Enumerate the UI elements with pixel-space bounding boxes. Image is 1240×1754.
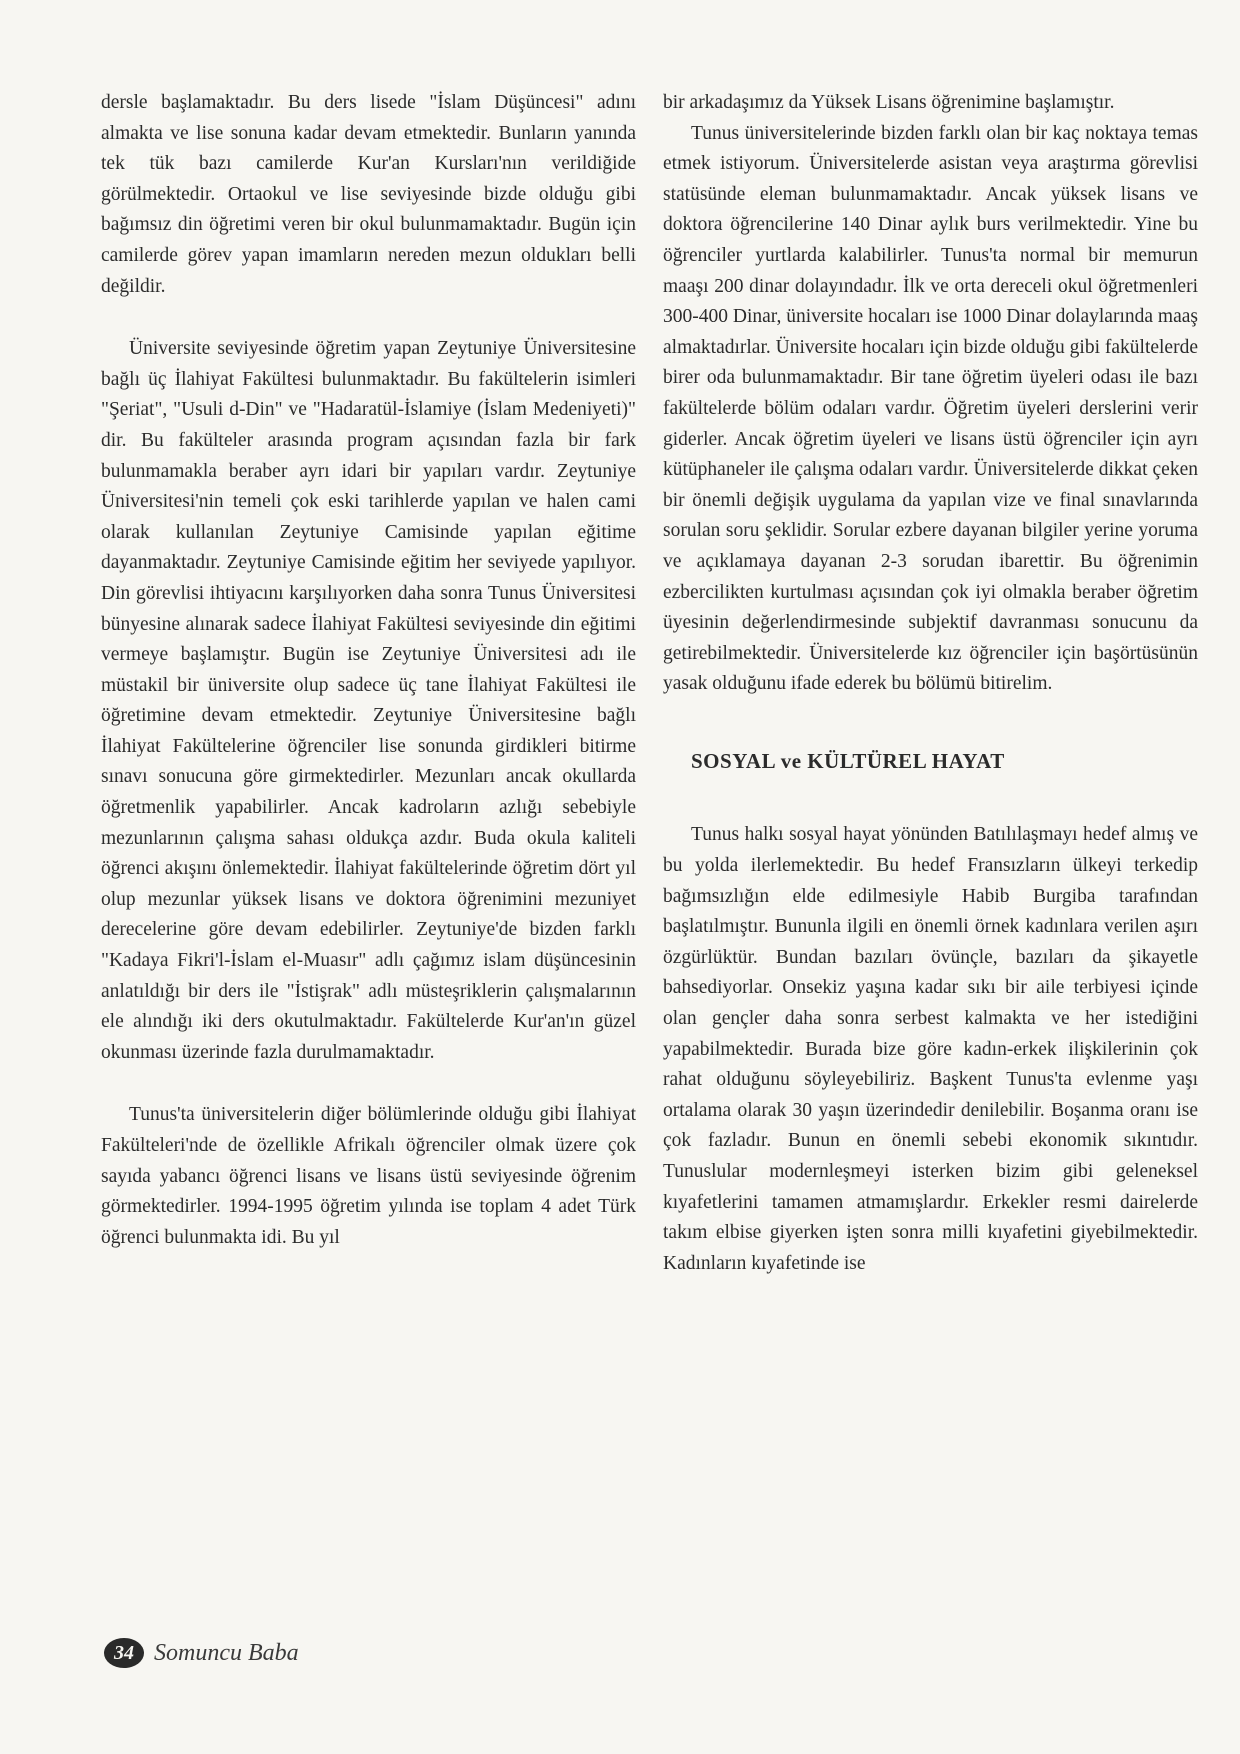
right-column: [663, 88, 1198, 1279]
right-paragraph-1: bir arkadaşımız da Yüksek Lisans öğrenimine başlamıştır.: [663, 92, 1115, 113]
left-paragraph-1: dersle başlamaktadır. Bu ders lisede "İslam Düşüncesi" adını almakta ve lise sonuna kadar devam etmektedir. Bunların yanında tek tük bazı camilerde Kur'an Kursları'nın verildiğide görülmektedir. Ortaokul ve lise seviyesinde bizde olduğu gibi bağımsız din öğretimi veren bir okul bulunmamaktadır. Bugün için camilerde görev yapan imamların nereden mezun oldukları belli değildir.: [101, 92, 636, 297]
page-number-badge: 34: [104, 1638, 144, 1668]
magazine-name: Somuncu Baba: [154, 1639, 299, 1666]
right-paragraph-3: Tunus halkı sosyal hayat yönünden Batılılaşmayı hedef almış ve bu yolda ilerlemektedir. Bu hedef Fransızların ülkeyi terkedip bağımsızlığın elde edilmesiyle Habib Burgiba tarafından başlatılmıştır. Bununla ilgili en önemli örnek kadınlara verilen aşırı özgürlüktür. Bundan bazıları övünçle, bazıları da şikayetle bahsediyorlar. Onsekiz yaşına kadar sıkı bir aile terbiyesi içinde olan gençler daha sonra serbest kalmakta ve her istediğini yapabilmektedir. Burada bize göre kadın-erkek ilişkilerinin çok rahat olduğunu söyleyebiliriz. Başkent Tunus'ta evlenme yaşı ortalama olarak 30 yaşın üzerindedir denilebilir. Boşanma oranı ise çok fazladır. Bunun en önemli sebebi ekonomik sıkıntıdır. Tunuslular modernleşmeyi isterken bizim gibi geleneksel kıyafetlerini tamamen atmamışlardır. Erkekler resmi dairelerde takım elbise giyerken işten sonra milli kıyafetini giyebilmektedir. Kadınların kıyafetinde ise: [663, 824, 1198, 1274]
left-paragraph-3: Tunus'ta üniversitelerin diğer bölümlerinde olduğu gibi İlahiyat Fakülteleri'nde de özellikle Afrikalı öğrenciler olmak üzere çok sayıda yabancı öğrenci lisans ve lisans üstü seviyesinde öğrenim görmektedirler. 1994-1995 öğretim yılında ise toplam 4 adet Türk öğrenci bulunmakta idi. Bu yıl: [101, 1104, 636, 1248]
section-heading: SOSYAL ve KÜLTÜREL HAYAT: [691, 748, 1005, 773]
page-footer: [104, 1638, 299, 1668]
right-paragraph-2: Tunus üniversitelerinde bizden farklı olan bir kaç noktaya temas etmek istiyorum. Üniversitelerde asistan veya araştırma görevlisi statüsünde eleman bulunmamaktadır. Ancak yüksek lisans ve doktora öğrencilerine 140 Dinar aylık burs verilmektedir. Yine bu öğrenciler yurtlarda kalabilirler. Tunus'ta normal bir memurun maaşı 200 dinar dolayındadır. İlk ve orta dereceli okul öğretmenleri 300-400 Dinar, üniversite hocaları ise 1000 Dinar dolaylarında maaş almaktadırlar. Üniversite hocaları için bizde olduğu gibi fakültelerde birer oda bulunmamaktadır. Bir tane öğretim üyeleri odası ile bazı fakültelerde bölüm odaları vardır. Öğretim üyeleri derslerini verir giderler. Ancak öğretim üyeleri ve lisans üstü öğrenciler için ayrı kütüphaneler ile çalışma odaları vardır. Üniversitelerde dikkat çeken bir önemli değişik uygulama da yapılan vize ve final sınavlarında sorulan soru şeklidir. Sorular ezbere dayanan bilgiler yerine yoruma ve açıklamaya dayanan 2-3 sorudan ibarettir. Bu öğrenimin ezbercilikten kurtulması açısından çok iyi olmakla beraber öğretim üyesinin değerlendirmesinde subjektif davranması sonucunu da getirebilmektedir. Üniversitelerde kız öğrenciler için başörtüsünün yasak olduğunu ifade ederek bu bölümü bitirelim.: [663, 122, 1198, 695]
left-column: [101, 88, 636, 1253]
left-paragraph-2: Üniversite seviyesinde öğretim yapan Zeytuniye Üniversitesine bağlı üç İlahiyat Fakültesi bulunmaktadır. Bu fakültelerin isimleri "Şeriat", "Usuli d-Din" ve "Hadaratül-İslamiye (İslam Medeniyeti)" dir. Bu fakülteler arasında program açısından fazla bir fark bulunmamakla beraber ayrı idari bir yapıları vardır. Zeytuniye Üniversitesi'nin temeli çok eski tarihlerde yapılan ve halen cami olarak kullanılan Zeytuniye Camisinde yapılan eğitime dayanmaktadır. Zeytuniye Camisinde eğitim her seviyede yapılıyor. Din görevlisi ihtiyacını karşılıyorken daha sonra Tunus Üniversitesi bünyesine alınarak sadece İlahiyat Fakültesi seviyesinde din eğitimi vermeye başlamıştır. Bugün ise Zeytuniye Üniversitesi adı ile müstakil bir üniversite olup sadece üç tane İlahiyat Fakültesi ile öğretimine devam etmektedir. Zeytuniye Üniversitesine bağlı İlahiyat Fakültelerine öğrenciler lise sonunda girdikleri bitirme sınavı sonucuna göre girmektedirler. Mezunları ancak okullarda öğretmenlik yapabilirler. Ancak kadroların azlığı sebebiyle mezunlarının çalışma sahası oldukça azdır. Buda okula kaliteli öğrenci akışını önlemektedir. İlahiyat fakültelerinde öğretim dört yıl olup mezunlar yüksek lisans ve doktora öğrenimini mezuniyet derecelerine göre devam edebilirler. Zeytuniye'de bizden farklı "Kadaya Fikri'l-İslam el-Muasır" adlı çağımız islam düşüncesinin anlatıldığı bir ders ile "İstişrak" adlı müsteşriklerin çalışmalarının ele alındığı iki ders okutulmaktadır. Fakültelerde Kur'an'ın güzel okunması üzerinde fazla durulmamaktadır.: [101, 338, 636, 1063]
